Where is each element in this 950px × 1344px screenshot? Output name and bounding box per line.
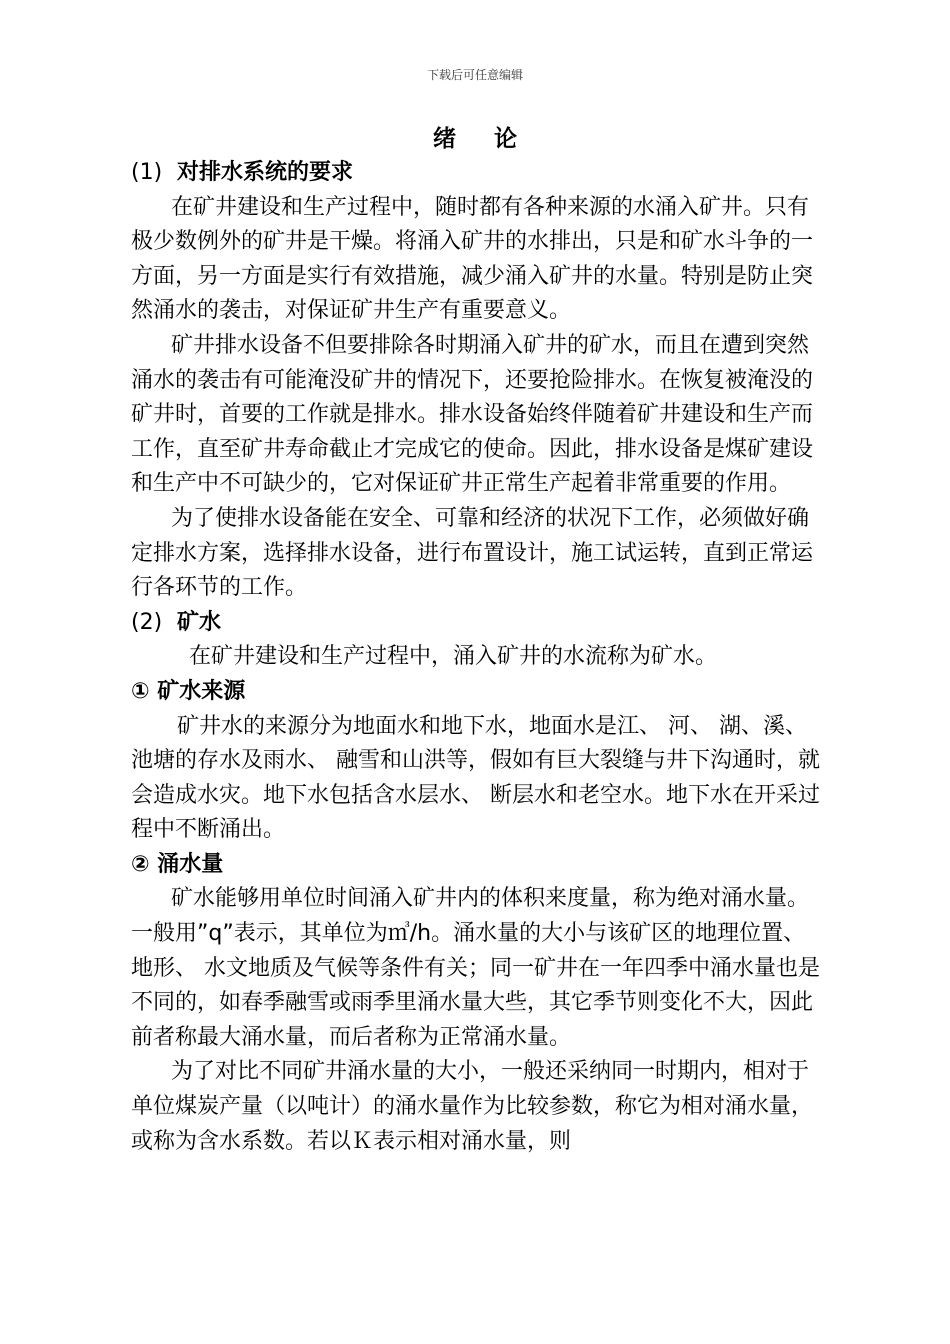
paragraph: 矿井水的来源分为地面水和地下水，地面水是江、 河、 湖、溪、 池塘的存水及雨水、 融雪和山洪等，假如有巨大裂缝与井下沟通时，就会造成水灾。地下水包括含水层水、 断层水和老空水。地下水在开采过程中不断涌出。: [131, 713, 820, 843]
section-title-1: 对排水系统的要求: [177, 160, 354, 185]
paragraph: 在矿井建设和生产过程中，涌入矿井的水流称为矿水。: [189, 644, 718, 670]
paragraph: 在矿井建设和生产过程中，随时都有各种来源的水涌入矿井。只有极少数例外的矿井是干燥。将涌入矿井的水排出，只是和矿水斗争的一方面，另一方面是实行有效措施，减少涌入矿井的水量。特别是防止突然涌水的袭击，对保证矿井生产有重要意义。: [131, 194, 814, 324]
subsection-heading-1: ① 矿水来源: [131, 678, 246, 704]
page-title: 绪论: [433, 126, 555, 152]
paragraph: 为了对比不同矿井涌水量的大小，一般还采纳同一时期内，相对于单位煤炭产量（以吨计）的涌水量作为比较参数，称它为相对涌水量，或称为含水系数。若以Ｋ表示相对涌水量，则: [131, 1059, 814, 1154]
section-number-1: (1): [131, 160, 163, 185]
header-note: 下载后可任意编辑: [426, 68, 523, 82]
section-number-2: (2): [131, 609, 163, 635]
document-body: [131, 156, 821, 1159]
section-heading-2: [131, 606, 821, 641]
paragraph: 矿水能够用单位时间涌入矿井内的体积来度量，称为绝对涌水量。一般用”q”表示，其单位为㎥/h。涌水量的大小与该矿区的地理位置、 地形、 水文地质及气候等条件有关；同一矿井在一年四季中涌水量也是不同的，如春季融雪或雨季里涌水量大些，其它季节则变化不大，因此前者称最大涌水量，而后者称为正常涌水量。: [131, 886, 820, 1050]
subsection-heading-2: ② 涌水量: [131, 851, 224, 877]
paragraph: 矿井排水设备不但要排除各时期涌入矿井的矿水，而且在遭到突然涌水的袭击有可能淹没矿井的情况下，还要抢险排水。在恢复被淹没的矿井时，首要的工作就是排水。排水设备始终伴随着矿井建设和生产而工作，直至矿井寿命截止才完成它的使命。因此，排水设备是煤矿建设和生产中不可缺少的，它对保证矿井正常生产起着非常重要的作用。: [131, 332, 814, 497]
paragraph: 为了使排水设备能在安全、可靠和经济的状况下工作，必须做好确定排水方案，选择排水设备，进行布置设计，施工试运转，直到正常运行各环节的工作。: [131, 505, 814, 601]
section-heading-1: [131, 156, 821, 191]
section-title-2: 矿水: [177, 609, 222, 635]
